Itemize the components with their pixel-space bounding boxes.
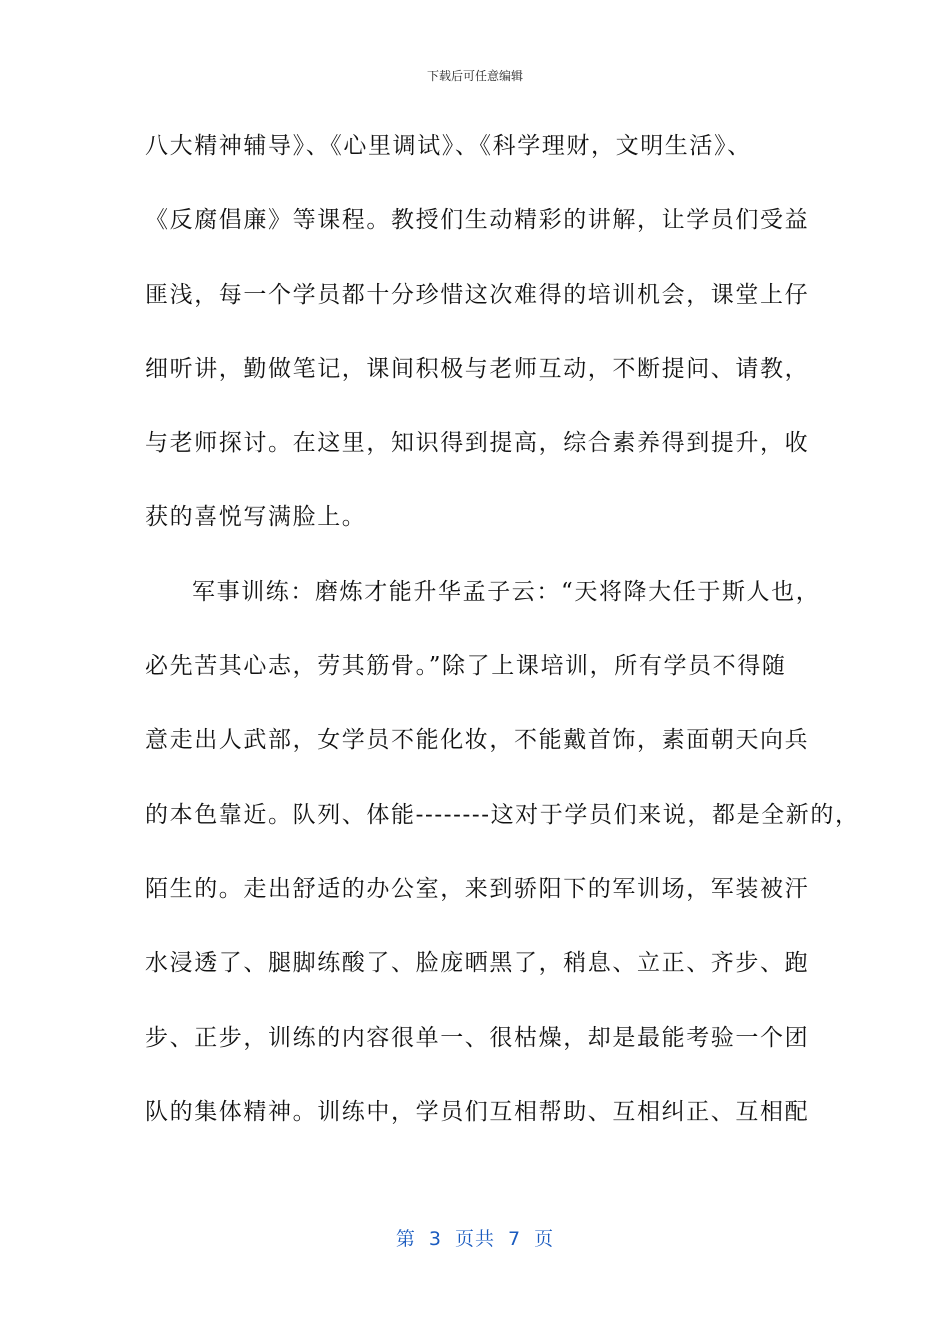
paragraph-line: 与老师探讨。在这里，知识得到提高，综合素养得到提升，收	[145, 430, 810, 457]
document-body	[145, 124, 860, 1164]
page-header: 下载后可任意编辑	[426, 69, 523, 83]
paragraph-line: 步、正步，训练的内容很单一、很枯燥，却是最能考验一个团	[145, 1024, 810, 1051]
paragraph-line: 队的集体精神。训练中，学员们互相帮助、互相纠正、互相配	[145, 1098, 810, 1125]
page-number-footer: 第 3 页共 7 页	[395, 1228, 555, 1250]
paragraph-line: 的本色靠近。队列、体能--------这对于学员们来说，都是全新的，	[145, 801, 860, 828]
paragraph-line: 匪浅，每一个学员都十分珍惜这次难得的培训机会，课堂上仔	[145, 281, 810, 308]
paragraph-line: 《反腐倡廉》等课程。教授们生动精彩的讲解，让学员们受益	[145, 207, 810, 234]
paragraph-line: 意走出人武部，女学员不能化妆，不能戴首饰，素面朝天向兵	[145, 727, 810, 754]
paragraph-line: 水浸透了、腿脚练酸了、脸庞晒黑了，稍息、立正、齐步、跑	[145, 950, 810, 977]
paragraph-line: 八大精神辅导》、《心里调试》、《科学理财，文明生活》、	[145, 133, 752, 159]
paragraph-first-line: 军事训练：磨炼才能升华孟子云：“天将降大任于斯人也，	[192, 578, 821, 605]
paragraph-line: 获的喜悦写满脸上。	[145, 504, 367, 531]
paragraph-line: 必先苦其心志，劳其筋骨。”除了上课培训，所有学员不得随	[145, 653, 787, 680]
paragraph-line: 细听讲，勤做笔记，课间积极与老师互动，不断提问、请教，	[145, 355, 810, 382]
paragraph-line: 陌生的。走出舒适的办公室，来到骄阳下的军训场，军装被汗	[145, 875, 810, 902]
